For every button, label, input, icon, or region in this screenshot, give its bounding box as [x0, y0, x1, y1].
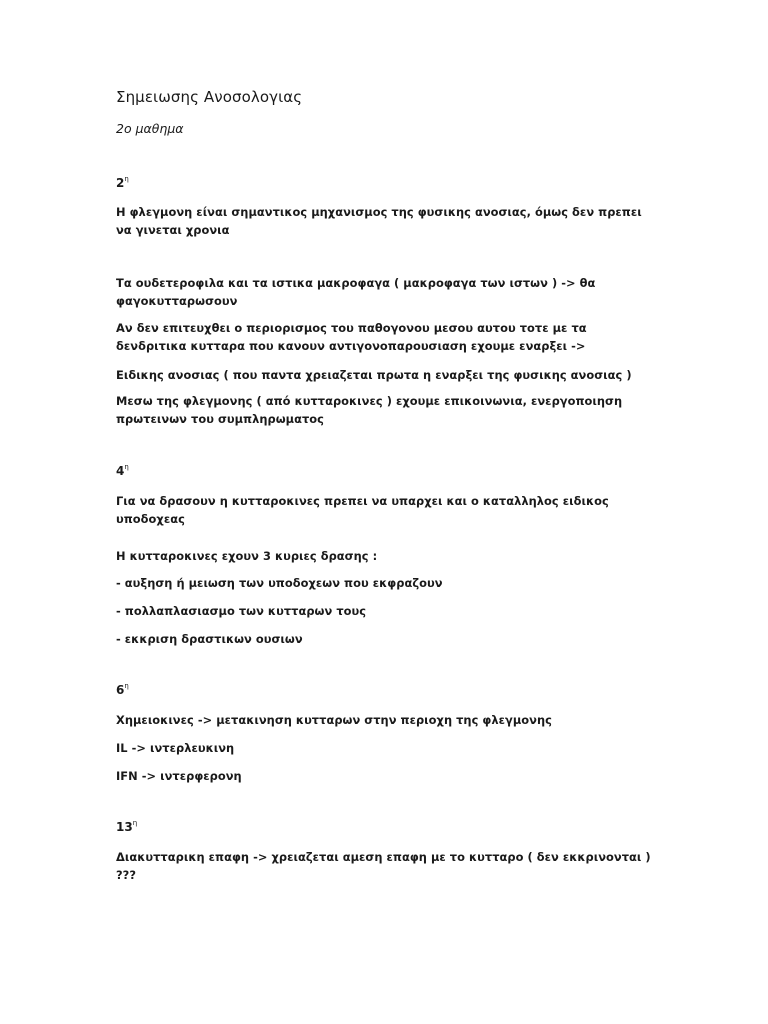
paragraph: Τα ουδετεροφιλα και τα ιστικα μακροφαγα ( μακροφαγα των ιστων ) -> θα φαγοκυτταρωσουν	[116, 276, 596, 308]
list-item: - πολλαπλασιασμο των κυτταρων τους	[116, 604, 367, 618]
section-ordinal: η	[124, 175, 129, 183]
section-number-6	[116, 683, 129, 697]
document-subtitle: 2ο μαθημα	[116, 121, 184, 136]
paragraph: Χημειοκινες -> μετακινηση κυτταρων στην περιοχη της φλεγμονης	[116, 713, 552, 727]
section-number: 2	[116, 176, 125, 190]
paragraph: Διακυτταρικη επαφη -> χρειαζεται αμεση επαφη με το κυτταρο ( δεν εκκρινονται ) ???	[116, 850, 651, 882]
section-number-13	[116, 820, 137, 834]
section-ordinal: η	[132, 819, 138, 827]
paragraph: Η κυτταροκινες εχουν 3 κυριες δρασης :	[116, 549, 378, 563]
paragraph: Η φλεγμονη είναι σημαντικος μηχανισμος της φυσικης ανοσιας, όμως δεν πρεπει να γινεται χρονια	[116, 205, 642, 237]
paragraph: Ειδικης ανοσιας ( που παντα χρειαζεται πρωτα η εναρξει της φυσικης ανοσιας )	[116, 368, 632, 382]
section-ordinal: η	[124, 463, 129, 471]
paragraph: Αν δεν επιτευχθει ο περιορισμος του παθογονου μεσου αυτου τοτε με τα δενδριτικα κυτταρα που κανουν αντιγονοπαρουσιαση εχουμε εναρξει ->	[116, 321, 587, 353]
section-number-4	[116, 464, 129, 478]
section-number: 4	[116, 464, 125, 478]
paragraph: IL -> ιντερλευκινη	[116, 741, 235, 755]
paragraph: IFN -> ιντερφερονη	[116, 769, 242, 783]
paragraph: Για να δρασουν η κυτταροκινες πρεπει να υπαρχει και ο καταλληλος ειδικος υποδοχεας	[116, 494, 609, 526]
paragraph: Μεσω της φλεγμονης ( από κυτταροκινες ) εχουμε επικοινωνια, ενεργοποιηση πρωτεινων του συμπληρωματος	[116, 394, 623, 426]
section-number-2	[116, 176, 129, 190]
section-ordinal: η	[124, 682, 129, 690]
document-title: Σημειωσης Ανοσολογιας	[116, 88, 303, 106]
list-item: - αυξηση ή μειωση των υποδοχεων που εκφραζουν	[116, 576, 443, 590]
list-item: - εκκριση δραστικων ουσιων	[116, 632, 303, 646]
section-number: 6	[116, 683, 125, 697]
section-number: 13	[116, 820, 133, 834]
